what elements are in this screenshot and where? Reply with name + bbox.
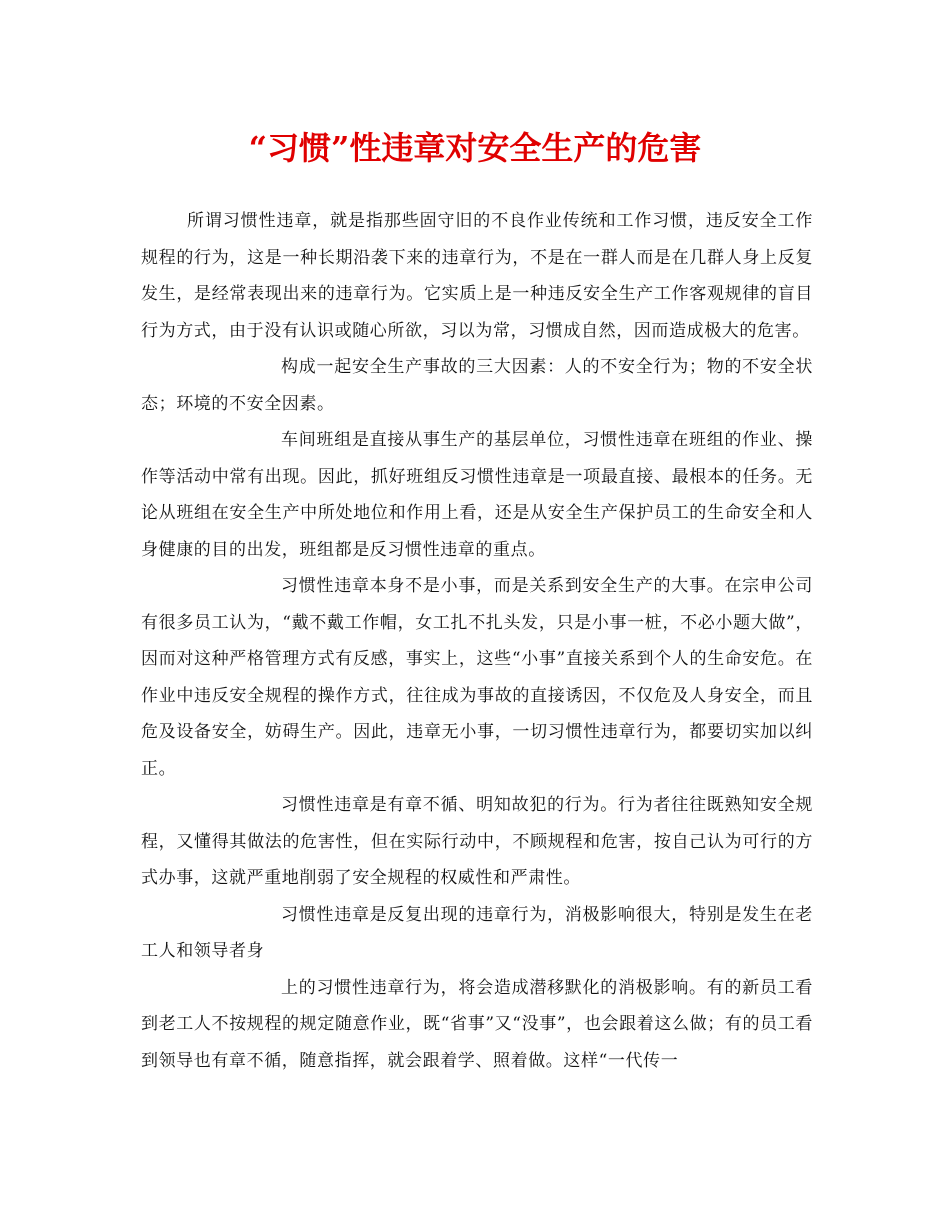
paragraph-3: 车间班组是直接从事生产的基层单位，习惯性违章在班组的作业、操作等活动中常有出现。因此，抓好班组反习惯性违章是一项最直接、最根本的任务。无论从班组在安全生产中所处地位和作用上看，还是从安全生产保护员工的生命安全和人身健康的目的出发，班组都是反习惯性违章的重点。	[141, 430, 813, 560]
paragraph-2: 构成一起安全生产事故的三大因素：人的不安全行为；物的不安全状态；环境的不安全因素。	[141, 357, 813, 414]
document-title: “习惯”性违章对安全生产的危害	[248, 129, 702, 167]
paragraph-7: 上的习惯性违章行为，将会造成潜移默化的消极影响。有的新员工看到老工人不按规程的规定随意作业，既“省事”又“没事”，也会跟着这么做；有的员工看到领导也有章不循，随意指挥，就会跟着学、照着做。这样“一代传一	[141, 977, 813, 1071]
document-body	[141, 203, 813, 1079]
paragraph-1: 所谓习惯性违章，就是指那些固守旧的不良作业传统和工作习惯，违反安全工作规程的行为，这是一种长期沿袭下来的违章行为，不是在一群人而是在几群人身上反复发生，是经常表现出来的违章行为。它实质上是一种违反安全生产工作客观规律的盲目行为方式，由于没有认识或随心所欲，习以为常，习惯成自然，因而造成极大的危害。	[141, 211, 813, 341]
paragraph-4: 习惯性违章本身不是小事，而是关系到安全生产的大事。在宗申公司有很多员工认为，“戴不戴工作帽，女工扎不扎头发，只是小事一桩，不必小题大做”，因而对这种严格管理方式有反感，事实上，这些“小事”直接关系到个人的生命安危。在作业中违反安全规程的操作方式，往往成为事故的直接诱因，不仅危及人身安全，而且危及设备安全，妨碍生产。因此，违章无小事，一切习惯性违章行为，都要切实加以纠正。	[141, 576, 813, 779]
paragraph-6: 习惯性违章是反复出现的违章行为，消极影响很大，特别是发生在老工人和领导者身	[141, 904, 813, 961]
paragraph-5: 习惯性违章是有章不循、明知故犯的行为。行为者往往既熟知安全规程，又懂得其做法的危害性，但在实际行动中，不顾规程和危害，按自己认为可行的方式办事，这就严重地削弱了安全规程的权威性和严肃性。	[141, 795, 813, 888]
